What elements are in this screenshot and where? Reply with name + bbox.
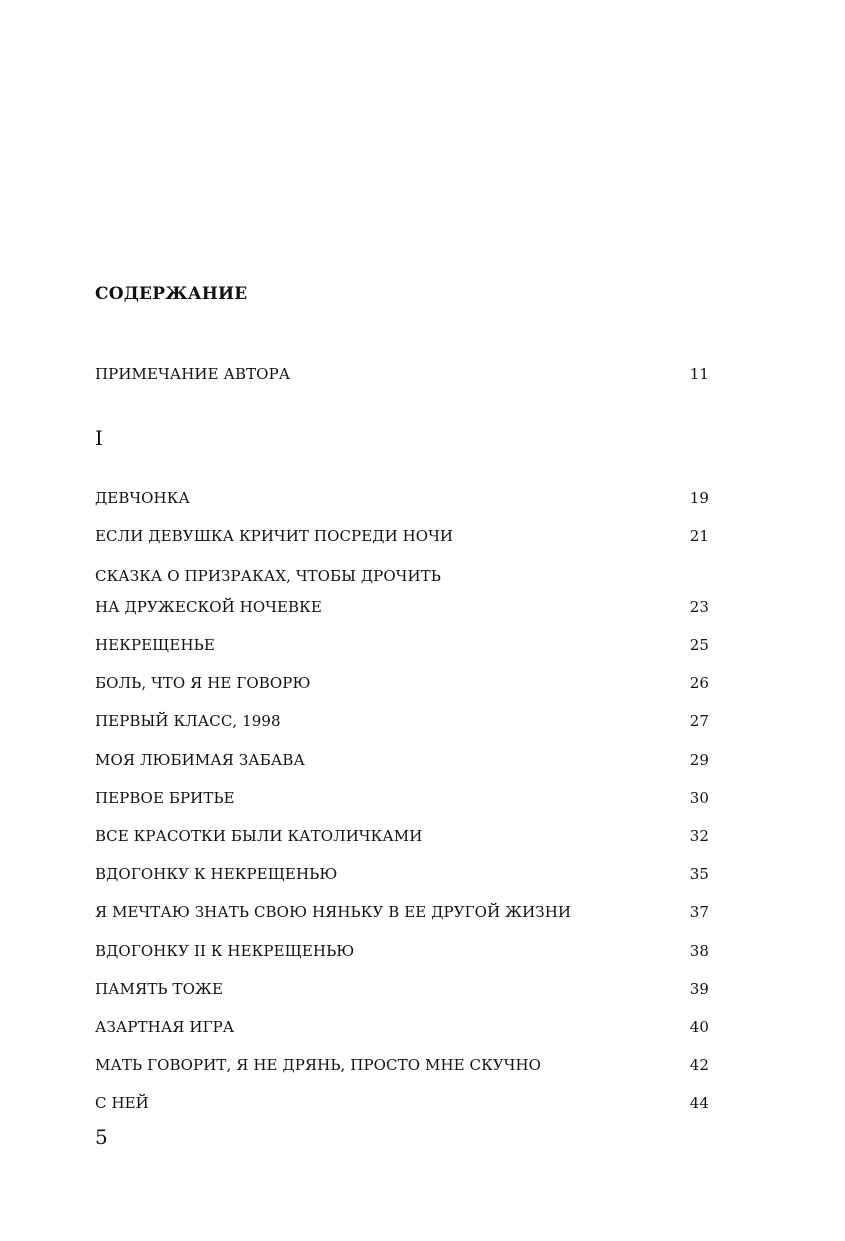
toc-entry-page: 21 xyxy=(689,527,709,545)
toc-entry-page: 44 xyxy=(689,1094,709,1112)
toc-entry-title-line: НА ДРУЖЕСКОЙ НОЧЕВКЕ xyxy=(95,598,322,616)
toc-entry-page: 35 xyxy=(689,865,709,883)
toc-entry[interactable] xyxy=(95,1017,709,1037)
part-label: I xyxy=(95,426,103,450)
toc-entry[interactable] xyxy=(95,864,709,884)
toc-heading: СОДЕРЖАНИЕ xyxy=(95,284,248,304)
toc-entry[interactable] xyxy=(95,1093,709,1113)
toc-entry[interactable] xyxy=(95,635,709,655)
toc-entry-page: 37 xyxy=(689,903,709,921)
toc-entry-title: МОЯ ЛЮБИМАЯ ЗАБАВА xyxy=(95,751,305,769)
page-number: 5 xyxy=(95,1125,108,1149)
toc-entry[interactable] xyxy=(95,941,709,961)
toc-entry-title-line: СКАЗКА О ПРИЗРАКАХ, ЧТОБЫ ДРОЧИТЬ xyxy=(95,567,441,585)
toc-entry[interactable] xyxy=(95,673,709,693)
toc-entry-title: ВСЕ КРАСОТКИ БЫЛИ КАТОЛИЧКАМИ xyxy=(95,827,423,845)
toc-entry-page: 30 xyxy=(689,789,709,807)
toc-entry-title: МАТЬ ГОВОРИТ, Я НЕ ДРЯНЬ, ПРОСТО МНЕ СКУЧНО xyxy=(95,1056,542,1074)
toc-entry-title: БОЛЬ, ЧТО Я НЕ ГОВОРЮ xyxy=(95,674,311,692)
toc-entry-page: 42 xyxy=(689,1056,709,1074)
toc-entry[interactable] xyxy=(95,750,709,770)
toc-entry-page: 11 xyxy=(689,365,709,383)
toc-entry-page: 29 xyxy=(689,751,709,769)
toc-entry[interactable] xyxy=(95,902,709,922)
toc-entry[interactable] xyxy=(95,488,709,508)
toc-entry-page: 39 xyxy=(689,980,709,998)
toc-entry-title: ПЕРВОЕ БРИТЬЕ xyxy=(95,789,235,807)
toc-entry-page: 32 xyxy=(689,827,709,845)
toc-entry-page: 26 xyxy=(689,674,709,692)
toc-entry[interactable] xyxy=(95,711,709,731)
toc-entry-title: ДЕВЧОНКА xyxy=(95,489,190,507)
toc-entry-title: НЕКРЕЩЕНЬЕ xyxy=(95,636,215,654)
toc-entry-title: ПАМЯТЬ ТОЖЕ xyxy=(95,980,223,998)
toc-entry-title: ВДОГОНКУ К НЕКРЕЩЕНЬЮ xyxy=(95,865,338,883)
toc-entry-page: 19 xyxy=(689,489,709,507)
toc-entry-page: 38 xyxy=(689,942,709,960)
toc-entry-page: 23 xyxy=(689,598,709,616)
toc-entry-title: ПРИМЕЧАНИЕ АВТОРА xyxy=(95,365,291,383)
toc-entry-title: ЕСЛИ ДЕВУШКА КРИЧИТ ПОСРЕДИ НОЧИ xyxy=(95,527,454,545)
toc-entry-title xyxy=(95,566,709,617)
toc-entry-title: Я МЕЧТАЮ ЗНАТЬ СВОЮ НЯНЬКУ В ЕЕ ДРУГОЙ ЖИЗНИ xyxy=(95,903,572,921)
toc-entry[interactable] xyxy=(95,788,709,808)
toc-entry-page: 40 xyxy=(689,1018,709,1036)
toc-entry-title: АЗАРТНАЯ ИГРА xyxy=(95,1018,235,1036)
toc-entry[interactable] xyxy=(95,979,709,999)
toc-entry[interactable] xyxy=(95,566,709,617)
toc-entry-page: 27 xyxy=(689,712,709,730)
toc-entry-page: 25 xyxy=(689,636,709,654)
toc-entry[interactable] xyxy=(95,1055,709,1075)
toc-entry-title: ВДОГОНКУ II К НЕКРЕЩЕНЬЮ xyxy=(95,942,355,960)
toc-entry-title: С НЕЙ xyxy=(95,1094,149,1112)
toc-entry[interactable] xyxy=(95,826,709,846)
toc-entry-author-note[interactable] xyxy=(95,364,709,384)
toc-entry-title: ПЕРВЫЙ КЛАСС, 1998 xyxy=(95,712,281,730)
toc-entry[interactable] xyxy=(95,526,709,546)
